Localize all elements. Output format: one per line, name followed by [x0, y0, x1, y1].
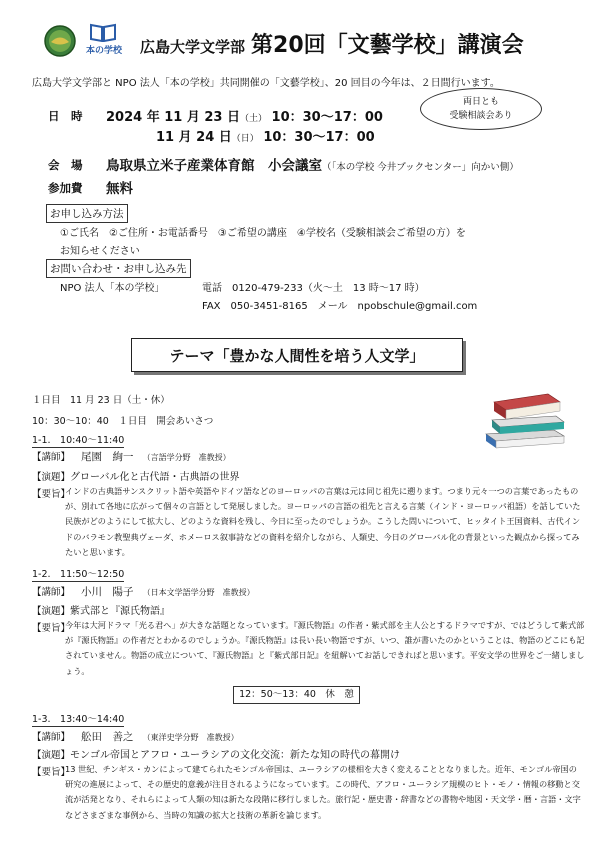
- session-1-lecturer: [32, 449, 231, 464]
- session-time-label: 1-2. 11:50～12:50: [32, 569, 125, 580]
- schedule-label: 日 時: [48, 109, 83, 123]
- lecturer-name: 尾園 絢一: [81, 451, 134, 463]
- day2-datetime: [156, 126, 375, 145]
- summary-tag: 【要旨】: [32, 767, 71, 778]
- org-name: 広島大学文学部: [140, 38, 246, 56]
- session-1-title: [32, 468, 240, 483]
- books-illustration: [484, 384, 568, 450]
- session-2-time: [32, 566, 124, 580]
- summary-tag: 【要旨】: [32, 623, 71, 634]
- contact-label: お問い合わせ・お申し込み先: [46, 259, 191, 278]
- fee-label: 参加費: [48, 181, 83, 195]
- day1-dow: （土）: [240, 114, 268, 124]
- session-1-time: [32, 432, 124, 446]
- summary-tag: 【要旨】: [32, 489, 71, 500]
- day1-datetime: [106, 106, 383, 125]
- application-line1: ①ご氏名 ②ご住所・お電話番号 ③ご希望の講座 ④学校名（受験相談会ご希望の方）を: [60, 228, 466, 239]
- lecturer-tag: 【講師】: [32, 452, 71, 463]
- page-title: [140, 28, 524, 59]
- book-school-logo-text: 本の学校: [86, 46, 123, 56]
- lecturer-affiliation: （東洋史学分野 准教授）: [142, 733, 239, 742]
- event-title: 第20回「文藝学校」講演会: [251, 33, 524, 58]
- university-logo: [44, 25, 76, 57]
- lecturer-affiliation: （言語学分野 准教授）: [142, 453, 231, 462]
- venue-label: 会 場: [48, 158, 83, 172]
- fee-value: 無料: [106, 181, 133, 197]
- day-heading: １日目 11 月 23 日（土・休）: [32, 395, 170, 406]
- venue-note: （「本の学校 今井ブックセンター」向かい側）: [322, 162, 519, 173]
- lecturer-tag: 【講師】: [32, 732, 71, 743]
- session-2-summary: 今年は大河ドラマ「光る君へ」が大きな話題となっています。『源氏物語』の作者・紫式部を主人公とするドラマですが、ではどうして紫式部が『源氏物語』の作者だとわかるのでしょうか。『源氏物語』は長い長い物語ですが、いつ、誰が書いたのかということは、物語のどこにも記されていません。物語の成立について、『源氏物語』と『紫式部日記』を紐解いてお話しできればと思います。平安文学の世界をご一緒しましょう。: [65, 620, 585, 676]
- intro-text: 広島大学文学部と NPO 法人「本の学校」共同開催の「文藝学校」、20 回目の今年は、２日間行います。: [32, 78, 500, 89]
- session-2-lecturer: [32, 584, 255, 599]
- session-3-title: [32, 746, 400, 761]
- contact-fax-email: FAX 050-3451-8165 メール npobschule@gmail.com: [202, 301, 478, 312]
- contact-phone: 電話 0120-479-233（火～土 13 時～17 時）: [202, 283, 425, 294]
- venue-name: 鳥取県立米子産業体育館 小会議室: [106, 158, 322, 174]
- note-line2: 受験相談会あり: [449, 111, 513, 121]
- lecturer-affiliation: （日本文学語学分野 准教授）: [142, 588, 255, 597]
- lecture-title: モンゴル帝国とアフロ・ユーラシアの文化交流：新たな知の時代の幕開け: [70, 750, 401, 761]
- contact-org: NPO 法人「本の学校」: [60, 283, 165, 294]
- note-line1: 両日とも: [462, 97, 499, 107]
- application-label: お申し込み方法: [46, 204, 128, 223]
- day2-date: 11 月 24 日: [156, 130, 232, 145]
- title-tag: 【演題】: [32, 606, 71, 617]
- opening-remarks: 10：30～10：40 １日目 開会あいさつ: [32, 416, 214, 427]
- application-line2: お知らせください: [60, 246, 140, 257]
- consultation-note-bubble: [420, 88, 542, 130]
- lecturer-name: 舩田 善之: [81, 731, 134, 743]
- title-tag: 【演題】: [32, 472, 71, 483]
- session-3-summary: 13 世紀、チンギス・カンによって建てられたモンゴル帝国は、ユーラシアの様相を大きく変えることとなりました。近年、モンゴル帝国の研究の進展によって、その歴史的意義が注目されるようになっています。この時代、アフロ・ユーラシア規模のヒト・モノ・情報の移動と交流が活発となり、それらによって人類の知は新たな段階に移行しました。旅行記・歴史書・辞書などの書物や地図・天文学・暦・言語・文字などさまざまな事例から、当時の知識の拡大と技術の革新を論じます。: [65, 764, 581, 820]
- session-time-label: 1-3. 13:40～14:40: [32, 714, 125, 725]
- day1-date: 2024 年 11 月 23 日: [106, 110, 240, 125]
- day1-time: 10：30～17：00: [271, 110, 383, 125]
- lecture-title: 紫式部と『源氏物語』: [70, 606, 171, 617]
- session-3-time: [32, 711, 124, 725]
- break-box: 12：50～13：40 休 憩: [233, 686, 360, 704]
- day2-time: 10：30～17：00: [263, 130, 375, 145]
- session-3-lecturer: [32, 729, 239, 744]
- lecturer-tag: 【講師】: [32, 587, 71, 598]
- title-tag: 【演題】: [32, 750, 71, 761]
- lecture-title: グローバル化と古代語・古典語の世界: [70, 472, 240, 483]
- day2-dow: （日）: [231, 134, 259, 144]
- session-time-label: 1-1. 10:40～11:40: [32, 435, 125, 446]
- book-logo-icon: [90, 22, 116, 42]
- session-1-summary: インドの古典語サンスクリット語や英語やドイツ語などのヨーロッパの言葉は元は同じ祖先に遡ります。つまり元々一つの言葉であったものが、別れて各地に広がって個々の言語として発展しました。ヨーロッパの言語の祖先と言える言葉（インド・ヨーロッパ祖語）を話していた民族がどのようにして拡大し、どのような資料を残し、今日に至ったのでしょうか。こうした問いについて、ヒッタイト王国資料、古代インドのバラモン教聖典ヴェーダ、ホメーロス叙事詩などの資料を紹介しながら、人類史、今日のグローバル化の背景といった観点から探ってみたいと思います。: [65, 486, 581, 557]
- lecturer-name: 小川 陽子: [81, 586, 134, 598]
- venue: [106, 154, 519, 174]
- theme-banner: テーマ「豊かな人間性を培う人文学」: [131, 338, 463, 372]
- session-2-title: [32, 602, 170, 617]
